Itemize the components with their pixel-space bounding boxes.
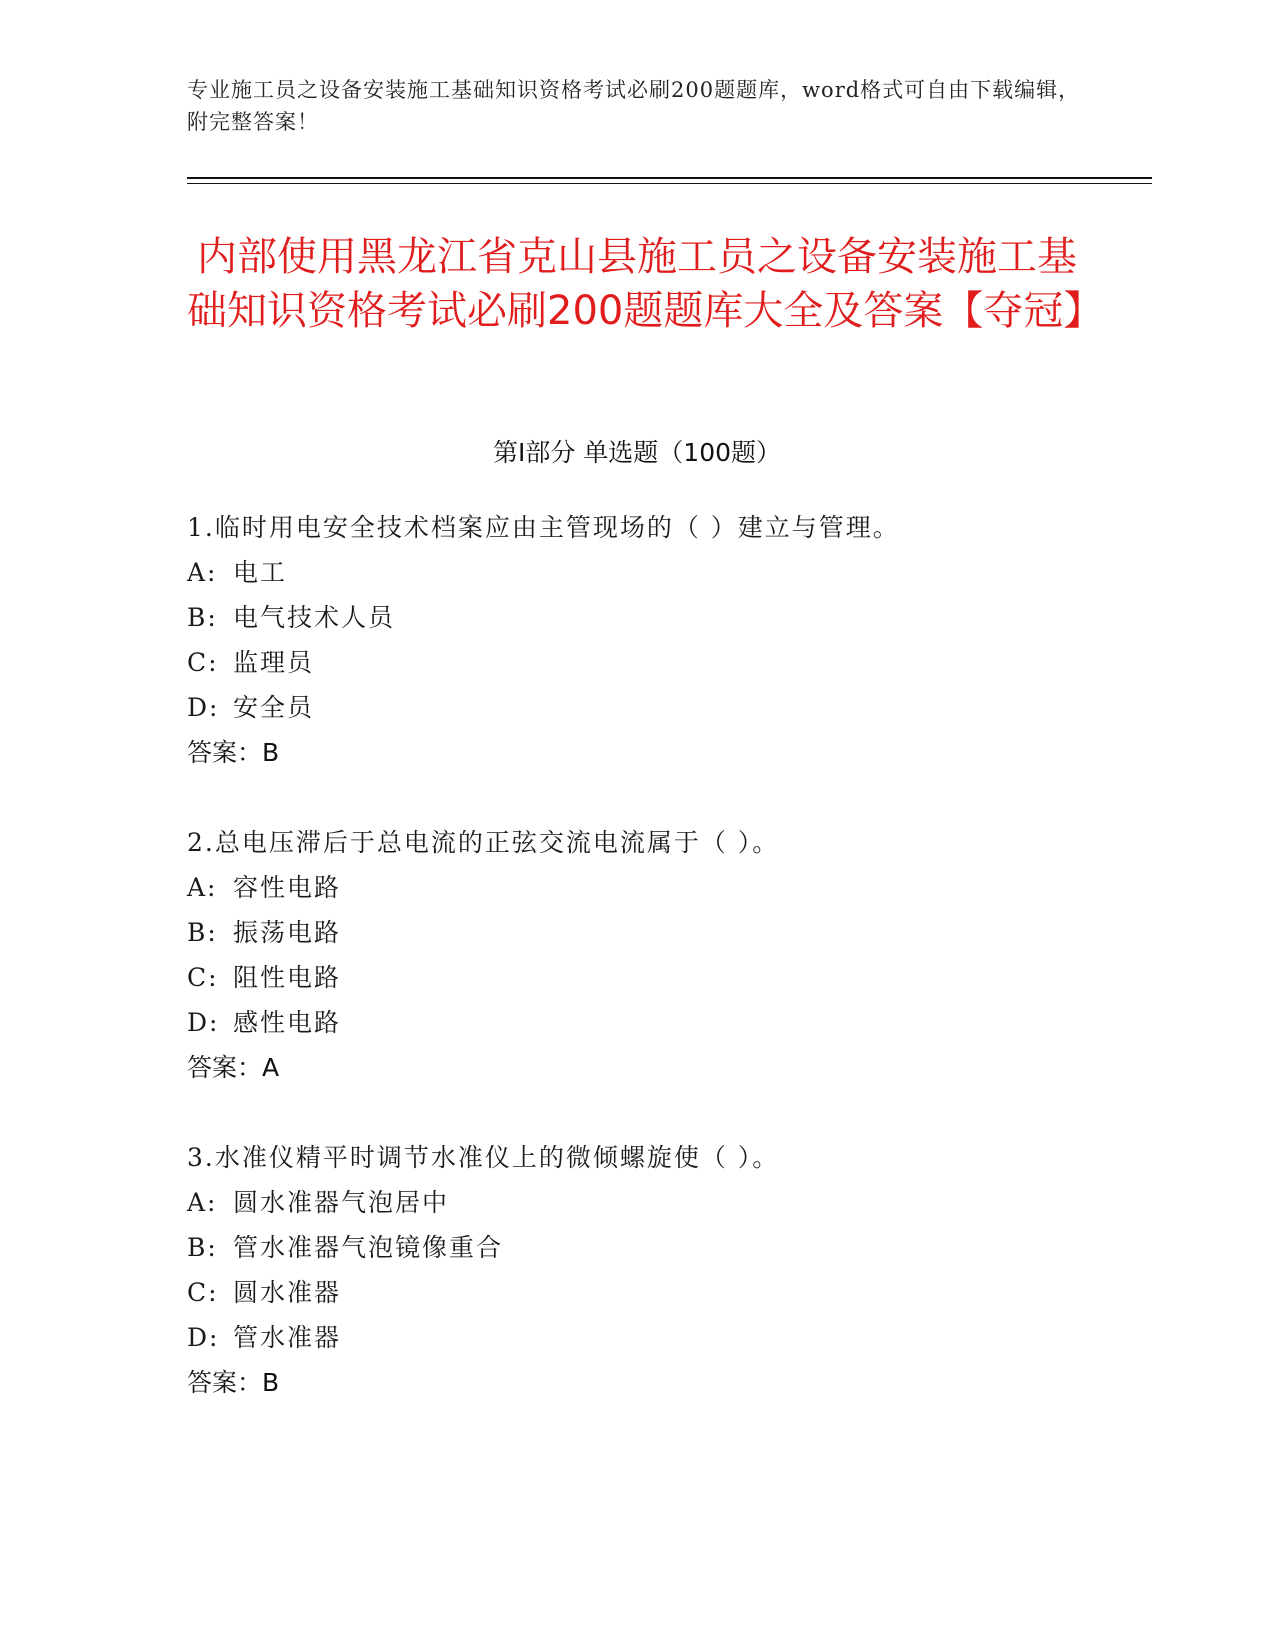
option-key: C: (187, 963, 219, 992)
option-key: C: (187, 1278, 219, 1307)
option-text: 监理员 (233, 648, 315, 677)
option-text: 电工 (233, 558, 288, 587)
option-key: C: (187, 648, 219, 677)
option-b (187, 595, 1087, 640)
option-a (187, 550, 1087, 595)
option-text: 管水准器气泡镜像重合 (233, 1233, 504, 1262)
option-c (187, 1270, 1087, 1315)
option-text: 电气技术人员 (233, 603, 396, 632)
option-a (187, 865, 1087, 910)
option-key: A: (187, 558, 218, 587)
question-stem: 2.总电压滞后于总电流的正弦交流电流属于（ ）。 (187, 828, 780, 857)
option-text: 圆水准器气泡居中 (233, 1188, 450, 1217)
option-b (187, 910, 1087, 955)
option-d (187, 685, 1087, 730)
option-c (187, 955, 1087, 1000)
document-title: 内部使用黑龙江省克山县施工员之设备安装施工基础知识资格考试必刷200题题库大全及答案【夺冠】 (187, 234, 1104, 334)
option-key: D: (187, 1323, 220, 1352)
option-key: B: (187, 1233, 218, 1262)
question-stem: 3.水准仪精平时调节水准仪上的微倾螺旋使（ ）。 (187, 1143, 780, 1172)
option-text: 振荡电路 (233, 918, 342, 947)
option-c (187, 640, 1087, 685)
option-key: D: (187, 1008, 220, 1037)
option-text: 圆水准器 (233, 1278, 342, 1307)
option-text: 容性电路 (233, 873, 342, 902)
answer-label: 答案：A (187, 1053, 280, 1082)
option-key: A: (187, 873, 218, 902)
option-d (187, 1000, 1087, 1045)
option-b (187, 1225, 1087, 1270)
question-1 (187, 505, 1087, 775)
option-text: 管水准器 (233, 1323, 342, 1352)
option-key: A: (187, 1188, 218, 1217)
header-divider-thin (187, 183, 1152, 184)
answer-label: 答案：B (187, 738, 280, 767)
option-key: B: (187, 603, 218, 632)
option-text: 阻性电路 (233, 963, 342, 992)
question-stem: 1.临时用电安全技术档案应由主管现场的（ ）建立与管理。 (187, 513, 900, 542)
header-divider-thick (187, 177, 1152, 179)
option-a (187, 1180, 1087, 1225)
option-key: D: (187, 693, 220, 722)
section-title: 第Ⅰ部分 单选题（100题） (492, 438, 782, 467)
answer-label: 答案：B (187, 1368, 280, 1397)
option-text: 安全员 (233, 693, 315, 722)
header-note: 专业施工员之设备安装施工基础知识资格考试必刷200题题库，word格式可自由下载编辑，附完整答案！ (187, 78, 1081, 134)
question-2 (187, 820, 1087, 1090)
option-text: 感性电路 (233, 1008, 342, 1037)
question-3 (187, 1135, 1087, 1405)
option-d (187, 1315, 1087, 1360)
option-key: B: (187, 918, 218, 947)
